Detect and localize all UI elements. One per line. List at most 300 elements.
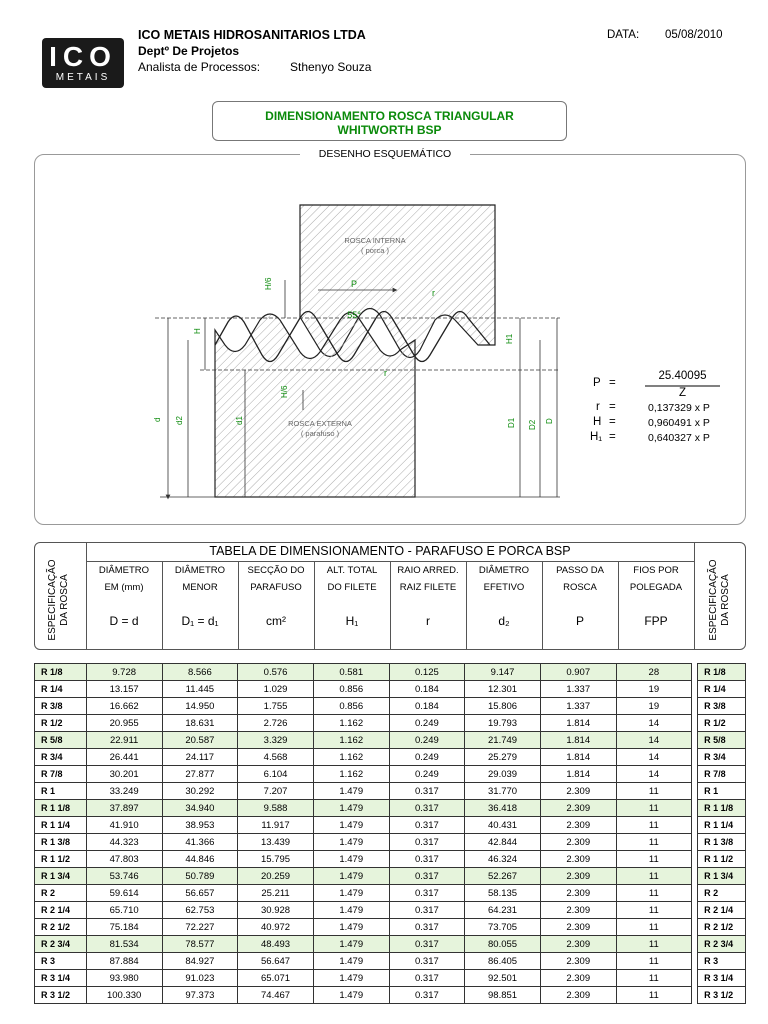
formula-h1-value xyxy=(648,432,710,444)
angle-label: 55° xyxy=(347,310,361,320)
title-line-1: DIMENSIONAMENTO ROSCA TRIANGULAR xyxy=(265,109,514,123)
value-cell-h1: 1.479 xyxy=(313,987,389,1004)
spec-cell: R 2 xyxy=(35,885,87,902)
value-cell-d1: 84.927 xyxy=(162,953,238,970)
spec-cell-right: R 7/8 xyxy=(698,766,746,783)
value-cell-r: 0.249 xyxy=(389,715,465,732)
value-cell-p: 1.337 xyxy=(540,681,616,698)
spec-cell-right: R 3 xyxy=(698,953,746,970)
value-cell-r: 0.317 xyxy=(389,902,465,919)
value-cell-d1: 20.587 xyxy=(162,732,238,749)
spec-side-label-left xyxy=(47,547,71,653)
company-name: ICO METAIS HIDROSANITARIOS LTDA xyxy=(138,28,366,42)
value-cell-r: 0.317 xyxy=(389,987,465,1004)
d-label: d xyxy=(153,417,162,422)
value-cell-d2: 40.431 xyxy=(465,817,541,834)
formula-r-symbol: r xyxy=(596,401,600,413)
value-cell-h1: 1.479 xyxy=(313,851,389,868)
value-cell-d1: 78.577 xyxy=(162,936,238,953)
spec-side-label-right xyxy=(708,547,732,653)
spec-cell-right: R 2 3/4 xyxy=(698,936,746,953)
value-cell-sec: 40.972 xyxy=(238,919,314,936)
value-cell-h1: 1.479 xyxy=(313,800,389,817)
spec-right-line1: ESPECIFICAÇÃO xyxy=(708,559,719,641)
table-row xyxy=(35,987,746,1004)
value-cell-d: 26.441 xyxy=(86,749,162,766)
value-cell-h1: 1.479 xyxy=(313,902,389,919)
table-row xyxy=(35,766,746,783)
analyst-label: Analista de Processos: xyxy=(138,60,261,74)
value-cell-sec: 56.647 xyxy=(238,953,314,970)
spec-cell: R 1 xyxy=(35,783,87,800)
column-header-line1: ALT. TOTAL xyxy=(326,565,378,576)
value-cell-d1: 97.373 xyxy=(162,987,238,1004)
column-header-line2: MENOR xyxy=(182,582,218,593)
value-cell-p: 2.309 xyxy=(540,885,616,902)
value-cell-p: 2.309 xyxy=(540,987,616,1004)
internal-thread-body xyxy=(300,205,495,358)
value-cell-d2: 52.267 xyxy=(465,868,541,885)
value-cell-h1: 1.479 xyxy=(313,970,389,987)
value-cell-r: 0.317 xyxy=(389,919,465,936)
d1-label: d1 xyxy=(235,416,244,425)
formula-p-denominator: Z xyxy=(678,387,687,399)
value-cell-d: 59.614 xyxy=(86,885,162,902)
department: Deptº De Projetos xyxy=(138,44,240,58)
spec-cell: R 1/4 xyxy=(35,681,87,698)
value-cell-fpp: 11 xyxy=(616,987,692,1004)
formula-h1-eq: = xyxy=(609,431,616,443)
value-cell-d2: 98.851 xyxy=(465,987,541,1004)
spec-cell: R 1 1/4 xyxy=(35,817,87,834)
value-cell-sec: 3.329 xyxy=(238,732,314,749)
r-times-p: x P xyxy=(694,402,710,414)
table-row xyxy=(35,868,746,885)
value-cell-d: 13.157 xyxy=(86,681,162,698)
table-row xyxy=(35,902,746,919)
column-symbol: d₂ xyxy=(498,614,510,628)
header-right-divider xyxy=(694,542,695,650)
spec-cell-right: R 1 3/4 xyxy=(698,868,746,885)
value-cell-d: 47.803 xyxy=(86,851,162,868)
value-cell-h1: 1.479 xyxy=(313,953,389,970)
spec-cell-right: R 3 1/2 xyxy=(698,987,746,1004)
spec-cell-right: R 1/2 xyxy=(698,715,746,732)
value-cell-d1: 30.292 xyxy=(162,783,238,800)
formula-r-value xyxy=(648,402,710,414)
spec-cell: R 3 1/2 xyxy=(35,987,87,1004)
spec-cell-right: R 3/8 xyxy=(698,698,746,715)
formula-p-eq: = xyxy=(609,377,616,389)
formula-h-value xyxy=(648,417,710,429)
value-cell-p: 1.814 xyxy=(540,749,616,766)
value-cell-fpp: 11 xyxy=(616,868,692,885)
value-cell-d: 44.323 xyxy=(86,834,162,851)
value-cell-r: 0.317 xyxy=(389,885,465,902)
column-header-line2: DO FILETE xyxy=(327,582,377,593)
spec-cell-right: R 2 1/2 xyxy=(698,919,746,936)
value-cell-h1: 1.479 xyxy=(313,919,389,936)
column-header-line1: RAIO ARRED. xyxy=(397,565,459,576)
value-cell-fpp: 14 xyxy=(616,732,692,749)
formula-h-symbol: H xyxy=(593,416,602,428)
spec-cell: R 7/8 xyxy=(35,766,87,783)
spec-cell: R 3/8 xyxy=(35,698,87,715)
value-cell-d: 33.249 xyxy=(86,783,162,800)
value-cell-h1: 1.162 xyxy=(313,766,389,783)
value-cell-r: 0.317 xyxy=(389,783,465,800)
value-cell-d1: 56.657 xyxy=(162,885,238,902)
h1-times-p: x P xyxy=(694,432,710,444)
value-cell-sec: 25.211 xyxy=(238,885,314,902)
D1-label: D1 xyxy=(507,417,516,428)
spec-cell-right: R 1 3/8 xyxy=(698,834,746,851)
rosca-interna-label: ROSCA INTERNA xyxy=(344,236,406,245)
date-value: 05/08/2010 xyxy=(665,29,723,41)
value-cell-d1: 44.846 xyxy=(162,851,238,868)
drawing-label: DESENHO ESQUEMÁTICO xyxy=(300,148,470,160)
value-cell-r: 0.317 xyxy=(389,970,465,987)
value-cell-fpp: 19 xyxy=(616,698,692,715)
value-cell-h1: 1.479 xyxy=(313,868,389,885)
column-header-line1: DIÂMETRO xyxy=(98,565,150,576)
value-cell-d: 20.955 xyxy=(86,715,162,732)
parafuso-label: ( parafuso ) xyxy=(300,429,340,438)
h-label: H xyxy=(193,328,202,334)
value-cell-fpp: 11 xyxy=(616,953,692,970)
value-cell-r: 0.184 xyxy=(389,681,465,698)
value-cell-sec: 1.029 xyxy=(238,681,314,698)
value-cell-d: 30.201 xyxy=(86,766,162,783)
value-cell-h1: 1.479 xyxy=(313,783,389,800)
porca-label: ( porca ) xyxy=(361,246,389,255)
value-cell-sec: 7.207 xyxy=(238,783,314,800)
value-cell-h1: 1.162 xyxy=(313,749,389,766)
value-cell-d2: 36.418 xyxy=(465,800,541,817)
analyst-name: Sthenyo Souza xyxy=(290,60,372,74)
spec-cell: R 1 3/4 xyxy=(35,868,87,885)
rosca-externa-label: ROSCA EXTERNA xyxy=(288,419,352,428)
table-row xyxy=(35,953,746,970)
value-cell-r: 0.249 xyxy=(389,749,465,766)
spec-cell: R 1 1/8 xyxy=(35,800,87,817)
column-header-line1: SECÇÃO DO xyxy=(247,565,305,576)
dimension-table xyxy=(34,663,746,1004)
column-symbol: H₁ xyxy=(345,614,359,628)
value-cell-fpp: 11 xyxy=(616,783,692,800)
value-cell-d2: 58.135 xyxy=(465,885,541,902)
value-cell-sec: 13.439 xyxy=(238,834,314,851)
value-cell-r: 0.317 xyxy=(389,936,465,953)
value-cell-d2: 86.405 xyxy=(465,953,541,970)
value-cell-r: 0.249 xyxy=(389,766,465,783)
spec-cell: R 2 1/2 xyxy=(35,919,87,936)
value-cell-d1: 50.789 xyxy=(162,868,238,885)
column-header-line1: PASSO DA xyxy=(556,565,604,576)
value-cell-r: 0.317 xyxy=(389,851,465,868)
value-cell-sec: 48.493 xyxy=(238,936,314,953)
value-cell-d2: 9.147 xyxy=(465,664,541,681)
formula-p-numerator: 25.40095 xyxy=(658,370,707,382)
value-cell-p: 2.309 xyxy=(540,919,616,936)
value-cell-fpp: 11 xyxy=(616,834,692,851)
value-cell-sec: 4.568 xyxy=(238,749,314,766)
value-cell-sec: 6.104 xyxy=(238,766,314,783)
table-row xyxy=(35,715,746,732)
title-line-2: WHITWORTH BSP xyxy=(337,123,442,137)
value-cell-p: 2.309 xyxy=(540,851,616,868)
date-label: DATA: xyxy=(607,29,640,41)
table-row xyxy=(35,817,746,834)
spec-cell-right: R 1 1/4 xyxy=(698,817,746,834)
value-cell-d1: 41.366 xyxy=(162,834,238,851)
spec-cell: R 2 3/4 xyxy=(35,936,87,953)
value-cell-r: 0.184 xyxy=(389,698,465,715)
formula-r-eq: = xyxy=(609,401,616,413)
value-cell-d: 75.184 xyxy=(86,919,162,936)
radius-top-label: r xyxy=(432,288,435,298)
value-cell-fpp: 11 xyxy=(616,800,692,817)
value-cell-p: 2.309 xyxy=(540,783,616,800)
table-row xyxy=(35,885,746,902)
table-title: TABELA DE DIMENSIONAMENTO - PARAFUSO E PORCA BSP xyxy=(209,544,571,558)
value-cell-r: 0.317 xyxy=(389,834,465,851)
h-times-p: x P xyxy=(694,417,710,429)
value-cell-d1: 91.023 xyxy=(162,970,238,987)
value-cell-d2: 46.324 xyxy=(465,851,541,868)
value-cell-d: 37.897 xyxy=(86,800,162,817)
value-cell-p: 2.309 xyxy=(540,902,616,919)
column-header-line2: RAIZ FILETE xyxy=(399,582,457,593)
column-symbol: FPP xyxy=(644,614,668,628)
d2-label: d2 xyxy=(175,416,184,425)
spec-cell: R 1 3/8 xyxy=(35,834,87,851)
column-header-line1: DIÂMETRO xyxy=(174,565,226,576)
formula-h1-symbol: H₁ xyxy=(590,431,603,443)
value-cell-h1: 0.856 xyxy=(313,698,389,715)
spec-cell-right: R 5/8 xyxy=(698,732,746,749)
h6-top-label: H/6 xyxy=(264,277,273,290)
value-cell-d: 65.710 xyxy=(86,902,162,919)
value-cell-d2: 73.705 xyxy=(465,919,541,936)
value-cell-r: 0.317 xyxy=(389,817,465,834)
value-cell-h1: 0.581 xyxy=(313,664,389,681)
value-cell-r: 0.125 xyxy=(389,664,465,681)
value-cell-d: 81.534 xyxy=(86,936,162,953)
column-header-line2: EM (mm) xyxy=(104,582,144,593)
spec-cell: R 3 1/4 xyxy=(35,970,87,987)
value-cell-d1: 38.953 xyxy=(162,817,238,834)
value-cell-d1: 24.117 xyxy=(162,749,238,766)
value-cell-d: 9.728 xyxy=(86,664,162,681)
column-header-line1: DIÂMETRO xyxy=(478,565,530,576)
table-row xyxy=(35,681,746,698)
spec-cell-right: R 1 1/2 xyxy=(698,851,746,868)
h1-coef: 0,640327 xyxy=(648,432,692,444)
value-cell-d2: 80.055 xyxy=(465,936,541,953)
value-cell-r: 0.317 xyxy=(389,868,465,885)
value-cell-p: 1.814 xyxy=(540,766,616,783)
formula-h-eq: = xyxy=(609,416,616,428)
h1-label: H1 xyxy=(505,333,514,344)
radius-bottom-label: r xyxy=(384,368,387,378)
value-cell-d: 53.746 xyxy=(86,868,162,885)
table-row xyxy=(35,800,746,817)
D2-label: D2 xyxy=(528,419,537,430)
table-row xyxy=(35,851,746,868)
column-header-line2: PARAFUSO xyxy=(250,582,302,593)
value-cell-fpp: 11 xyxy=(616,970,692,987)
value-cell-d2: 92.501 xyxy=(465,970,541,987)
value-cell-p: 2.309 xyxy=(540,800,616,817)
value-cell-p: 2.309 xyxy=(540,817,616,834)
spec-cell: R 5/8 xyxy=(35,732,87,749)
value-cell-sec: 1.755 xyxy=(238,698,314,715)
value-cell-fpp: 11 xyxy=(616,936,692,953)
value-cell-fpp: 11 xyxy=(616,851,692,868)
column-symbol: r xyxy=(426,614,430,628)
table-row xyxy=(35,783,746,800)
spec-cell-right: R 3 1/4 xyxy=(698,970,746,987)
table-row xyxy=(35,749,746,766)
value-cell-d: 16.662 xyxy=(86,698,162,715)
value-cell-h1: 1.479 xyxy=(313,834,389,851)
value-cell-d1: 14.950 xyxy=(162,698,238,715)
pitch-label: P xyxy=(350,279,358,289)
value-cell-r: 0.317 xyxy=(389,953,465,970)
spec-cell: R 1/2 xyxy=(35,715,87,732)
value-cell-sec: 74.467 xyxy=(238,987,314,1004)
value-cell-d: 100.330 xyxy=(86,987,162,1004)
value-cell-sec: 65.071 xyxy=(238,970,314,987)
spec-cell-right: R 1/4 xyxy=(698,681,746,698)
value-cell-d1: 11.445 xyxy=(162,681,238,698)
value-cell-p: 2.309 xyxy=(540,953,616,970)
spec-left-line1: ESPECIFICAÇÃO xyxy=(47,559,58,641)
value-cell-d2: 19.793 xyxy=(465,715,541,732)
value-cell-h1: 0.856 xyxy=(313,681,389,698)
D-label: D xyxy=(545,418,554,424)
value-cell-d1: 72.227 xyxy=(162,919,238,936)
value-cell-d2: 25.279 xyxy=(465,749,541,766)
value-cell-fpp: 14 xyxy=(616,749,692,766)
column-symbol: D = d xyxy=(109,614,139,628)
value-cell-d2: 31.770 xyxy=(465,783,541,800)
value-cell-fpp: 11 xyxy=(616,885,692,902)
r-coef: 0,137329 xyxy=(648,402,692,414)
value-cell-h1: 1.479 xyxy=(313,817,389,834)
value-cell-h1: 1.479 xyxy=(313,885,389,902)
value-cell-r: 0.317 xyxy=(389,800,465,817)
value-cell-sec: 30.928 xyxy=(238,902,314,919)
value-cell-d: 22.911 xyxy=(86,732,162,749)
value-cell-d2: 15.806 xyxy=(465,698,541,715)
value-cell-d2: 64.231 xyxy=(465,902,541,919)
table-row xyxy=(35,834,746,851)
value-cell-p: 1.814 xyxy=(540,732,616,749)
table-row xyxy=(35,664,746,681)
table-row xyxy=(35,698,746,715)
spec-left-line2: DA ROSCA xyxy=(59,574,70,626)
spec-cell: R 2 1/4 xyxy=(35,902,87,919)
spec-cell-right: R 1 xyxy=(698,783,746,800)
value-cell-p: 0.907 xyxy=(540,664,616,681)
logo-top-text: ICO xyxy=(49,41,117,72)
value-cell-d1: 18.631 xyxy=(162,715,238,732)
table-row xyxy=(35,919,746,936)
spec-cell-right: R 2 1/4 xyxy=(698,902,746,919)
value-cell-d2: 42.844 xyxy=(465,834,541,851)
spec-cell-right: R 1/8 xyxy=(698,664,746,681)
value-cell-h1: 1.162 xyxy=(313,715,389,732)
column-symbol: D₁ = d₁ xyxy=(181,614,219,628)
value-cell-fpp: 11 xyxy=(616,817,692,834)
value-cell-p: 1.814 xyxy=(540,715,616,732)
value-cell-d: 93.980 xyxy=(86,970,162,987)
value-cell-fpp: 11 xyxy=(616,919,692,936)
column-header-line2: POLEGADA xyxy=(629,582,683,593)
value-cell-h1: 1.162 xyxy=(313,732,389,749)
value-cell-fpp: 19 xyxy=(616,681,692,698)
spec-cell-right: R 2 xyxy=(698,885,746,902)
formula-p-symbol: P xyxy=(593,377,601,389)
spec-cell-right: R 1 1/8 xyxy=(698,800,746,817)
spec-cell-right: R 3/4 xyxy=(698,749,746,766)
value-cell-sec: 2.726 xyxy=(238,715,314,732)
column-header-line2: ROSCA xyxy=(563,582,597,593)
value-cell-d1: 62.753 xyxy=(162,902,238,919)
value-cell-d2: 12.301 xyxy=(465,681,541,698)
value-cell-p: 2.309 xyxy=(540,868,616,885)
value-cell-sec: 15.795 xyxy=(238,851,314,868)
value-cell-fpp: 14 xyxy=(616,715,692,732)
h6-bottom-label: H/6 xyxy=(280,385,289,398)
spec-cell: R 1/8 xyxy=(35,664,87,681)
value-cell-d1: 8.566 xyxy=(162,664,238,681)
spec-cell: R 3/4 xyxy=(35,749,87,766)
value-cell-r: 0.249 xyxy=(389,732,465,749)
table-row xyxy=(35,732,746,749)
value-cell-d: 87.884 xyxy=(86,953,162,970)
value-cell-d2: 21.749 xyxy=(465,732,541,749)
spec-right-line2: DA ROSCA xyxy=(720,574,731,626)
h-coef: 0,960491 xyxy=(648,417,692,429)
logo-bottom-text: METAIS xyxy=(55,72,111,83)
value-cell-h1: 1.479 xyxy=(313,936,389,953)
value-cell-sec: 11.917 xyxy=(238,817,314,834)
value-cell-fpp: 28 xyxy=(616,664,692,681)
value-cell-sec: 9.588 xyxy=(238,800,314,817)
value-cell-p: 2.309 xyxy=(540,834,616,851)
value-cell-d2: 29.039 xyxy=(465,766,541,783)
table-row xyxy=(35,936,746,953)
column-header-line2: EFETIVO xyxy=(483,582,525,593)
value-cell-d1: 27.877 xyxy=(162,766,238,783)
column-header-line1: FIOS POR xyxy=(633,565,679,576)
value-cell-sec: 20.259 xyxy=(238,868,314,885)
value-cell-p: 1.337 xyxy=(540,698,616,715)
column-symbol: P xyxy=(575,614,584,628)
column-symbol: cm² xyxy=(266,614,286,628)
spec-cell: R 3 xyxy=(35,953,87,970)
spec-cell: R 1 1/2 xyxy=(35,851,87,868)
value-cell-sec: 0.576 xyxy=(238,664,314,681)
value-cell-fpp: 14 xyxy=(616,766,692,783)
value-cell-d1: 34.940 xyxy=(162,800,238,817)
value-cell-fpp: 11 xyxy=(616,902,692,919)
value-cell-p: 2.309 xyxy=(540,970,616,987)
table-row xyxy=(35,970,746,987)
